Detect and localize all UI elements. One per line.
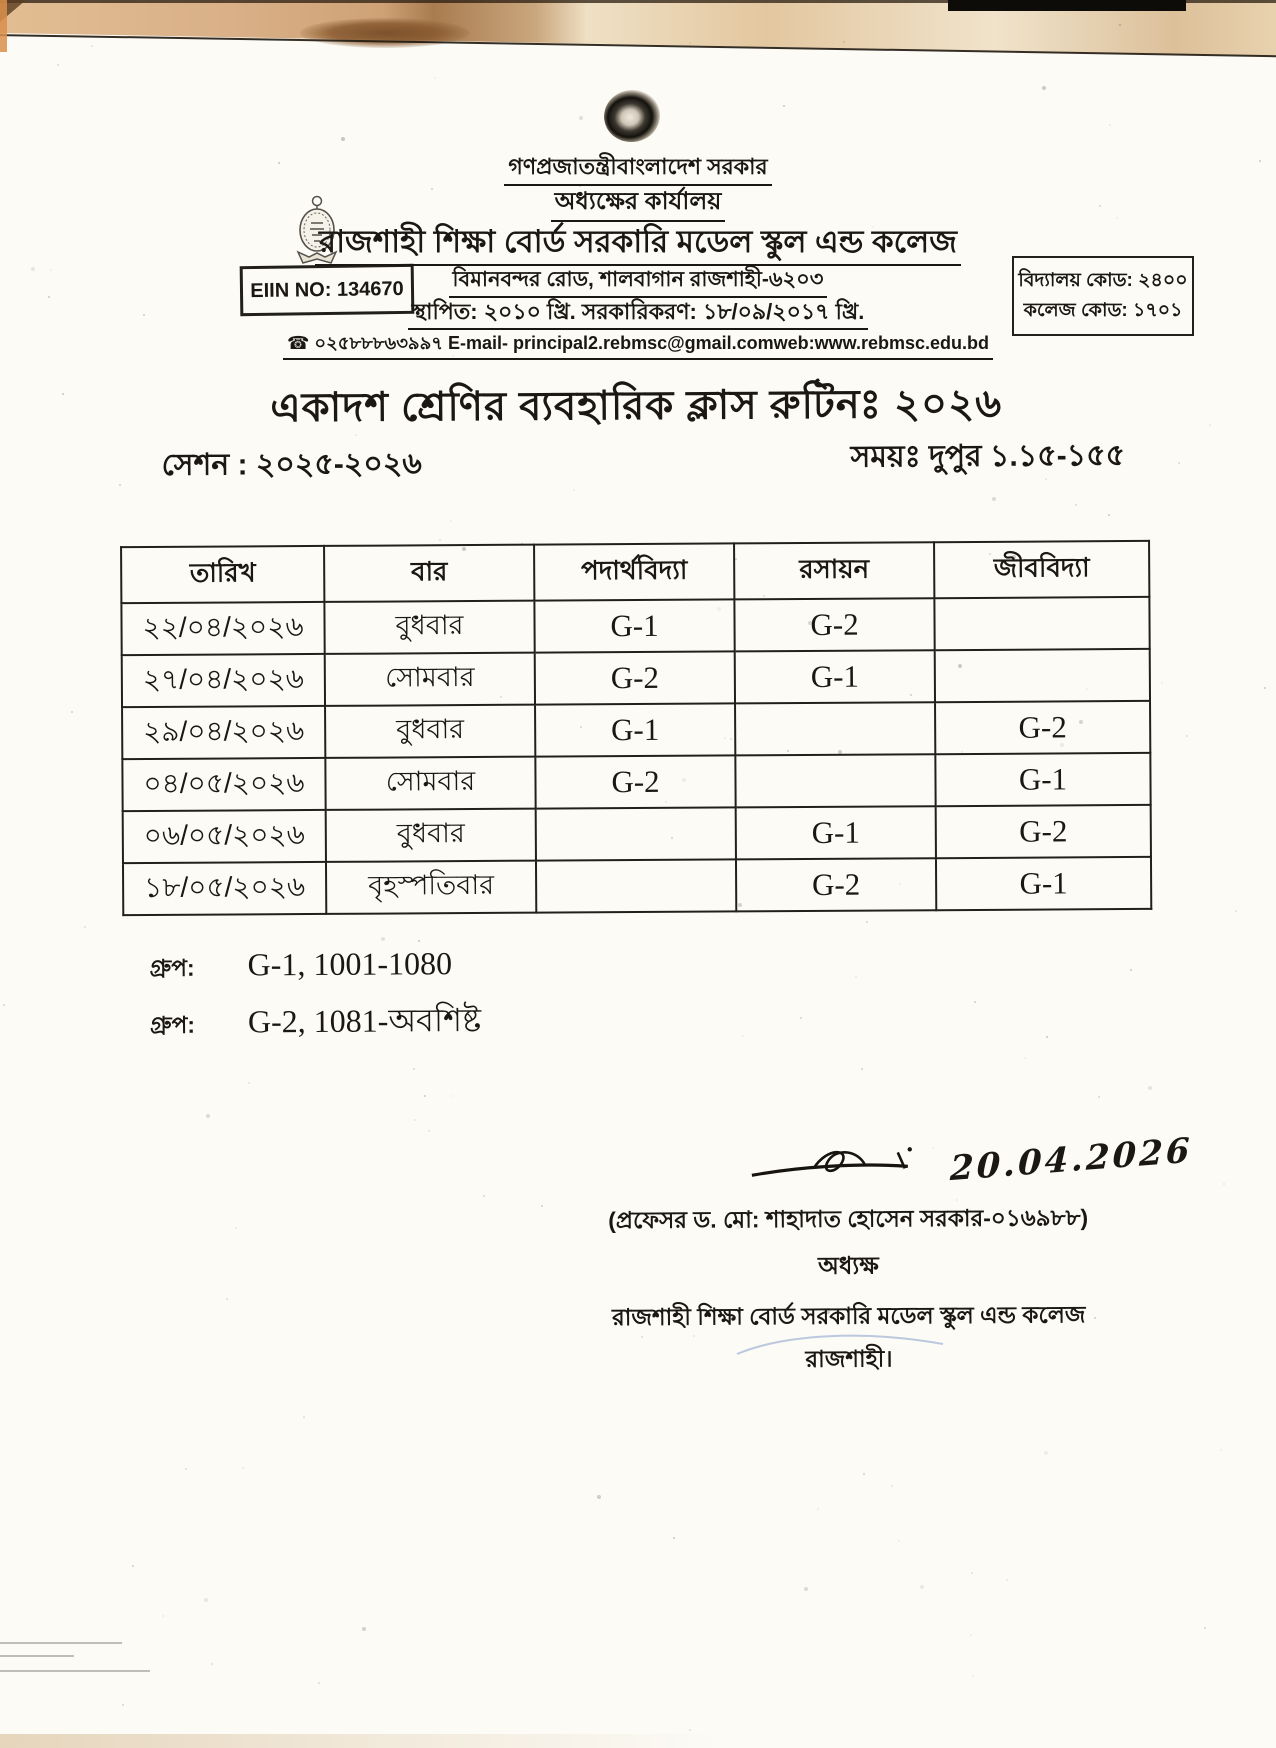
- date-cell: ০৬/০৫/২০২৬: [123, 810, 326, 863]
- page-title: একাদশ শ্রেণির ব্যবহারিক ক্লাস রুটিনঃ ২০২৬: [270, 381, 1003, 431]
- day-cell: বৃহস্পতিবার: [326, 861, 536, 914]
- col-header-physics: পদার্থবিদ্যা: [534, 543, 734, 600]
- signature-scribble-icon: [748, 1138, 958, 1193]
- chemistry-cell: G-2: [736, 858, 936, 911]
- chemistry-cell: G-1: [735, 650, 935, 703]
- table-header-row: [121, 541, 1149, 603]
- institution-name: রাজশাহী শিক্ষা বোর্ড সরকারি মডেল স্কুল এন্ড কলেজ: [315, 222, 961, 266]
- group-line: [150, 995, 482, 1051]
- col-header-biology: জীববিদ্যা: [934, 541, 1149, 598]
- blue-pen-stroke: [735, 1328, 947, 1364]
- eiin-label: EIIN NO: 134670: [250, 277, 404, 302]
- chemistry-cell: G-2: [734, 598, 934, 651]
- table-row: [122, 701, 1150, 759]
- date-cell: ২৭/০৪/২০২৬: [122, 654, 325, 707]
- established-line: স্থাপিত: ২০১০ খ্রি. সরকারিকরণ: ১৮/০৯/২০১৭ খ্রি.: [408, 298, 869, 330]
- date-cell: ২৯/০৪/২০২৬: [122, 706, 325, 759]
- date-cell: ১৮/০৫/২০২৬: [123, 862, 326, 915]
- telephone-icon: ☎: [286, 333, 310, 353]
- biology-cell: G-2: [936, 805, 1151, 858]
- group-value: G-2, 1081-অবশিষ্ট: [247, 1001, 482, 1040]
- table-row: [122, 753, 1150, 811]
- table-row: [123, 805, 1151, 863]
- signature-row: [558, 1130, 1193, 1201]
- contact-email-web: E-mail- principal2.rebmsc@gmail.comweb:www.rebmsc.edu.bd: [448, 333, 990, 353]
- chemistry-cell: G-1: [736, 806, 936, 859]
- signature-organization: রাজশাহী শিক্ষা বোর্ড সরকারি মডেল স্কুল এন্ড কলেজ: [612, 1301, 1086, 1331]
- day-cell: সোমবার: [325, 757, 535, 810]
- col-header-chemistry: রসায়ন: [734, 542, 934, 599]
- biology-cell: [934, 597, 1149, 650]
- col-header-day: বার: [324, 545, 534, 602]
- day-cell: সোমবার: [325, 653, 535, 706]
- phone-number: ০২৫৮৮৮৬৩৯৯৭: [314, 333, 443, 353]
- table-row: [121, 597, 1149, 655]
- col-header-date: তারিখ: [121, 546, 324, 603]
- physics-cell: [536, 859, 736, 912]
- session-label: সেশন : ২০২৫-২০২৬: [161, 447, 422, 482]
- biology-cell: [935, 649, 1150, 702]
- routine-table: [120, 540, 1152, 916]
- biology-cell: G-1: [936, 857, 1151, 910]
- physics-cell: G-1: [534, 599, 734, 652]
- day-cell: বুধবার: [325, 705, 535, 758]
- handwritten-date: 20.04.2026: [949, 1130, 1193, 1190]
- table-row: [123, 857, 1151, 915]
- group-label: গ্রুপ:: [149, 1011, 196, 1038]
- date-cell: ০৪/০৫/২০২৬: [122, 758, 325, 811]
- time-label: সময়ঃ দুপুর ১.১৫-১৫৫: [850, 439, 1126, 474]
- table-row: [122, 649, 1150, 707]
- signature-place: রাজশাহী।: [805, 1345, 893, 1373]
- chemistry-cell: [735, 702, 935, 755]
- biology-cell: G-2: [935, 701, 1150, 754]
- group-line: [149, 945, 452, 989]
- physics-cell: G-2: [535, 755, 735, 808]
- physics-cell: G-1: [535, 703, 735, 756]
- physics-cell: [536, 807, 736, 860]
- office-line: অধ্যক্ষের কার্যালয়: [551, 186, 726, 222]
- principal-designation: অধ্যক্ষ: [818, 1252, 879, 1280]
- physics-cell: G-2: [535, 651, 735, 704]
- group-label: গ্রুপ:: [149, 954, 195, 982]
- day-cell: বুধবার: [324, 601, 534, 654]
- school-code-label: বিদ্যালয় কোড: ২৪০০: [1018, 270, 1188, 291]
- chemistry-cell: [735, 754, 935, 807]
- biology-cell: G-1: [935, 753, 1150, 806]
- scan-noise: [0, 0, 2, 2]
- address-line: বিমানবন্দর রোড, শালবাগান রাজশাহী-৬২০৩: [449, 266, 828, 298]
- government-line: গণপ্রজাতন্ত্রীবাংলাদেশ সরকার: [504, 152, 771, 186]
- college-code-label: কলেজ কোড: ১৭০১: [1023, 300, 1183, 321]
- principal-name: (প্রফেসর ড. মো: শাহাদাত হোসেন সরকার-০১৬৯৮৮): [608, 1204, 1089, 1234]
- date-cell: ২২/০৪/২০২৬: [121, 602, 324, 655]
- group-value: G-1, 1001-1080: [247, 945, 453, 983]
- day-cell: বুধবার: [326, 809, 536, 862]
